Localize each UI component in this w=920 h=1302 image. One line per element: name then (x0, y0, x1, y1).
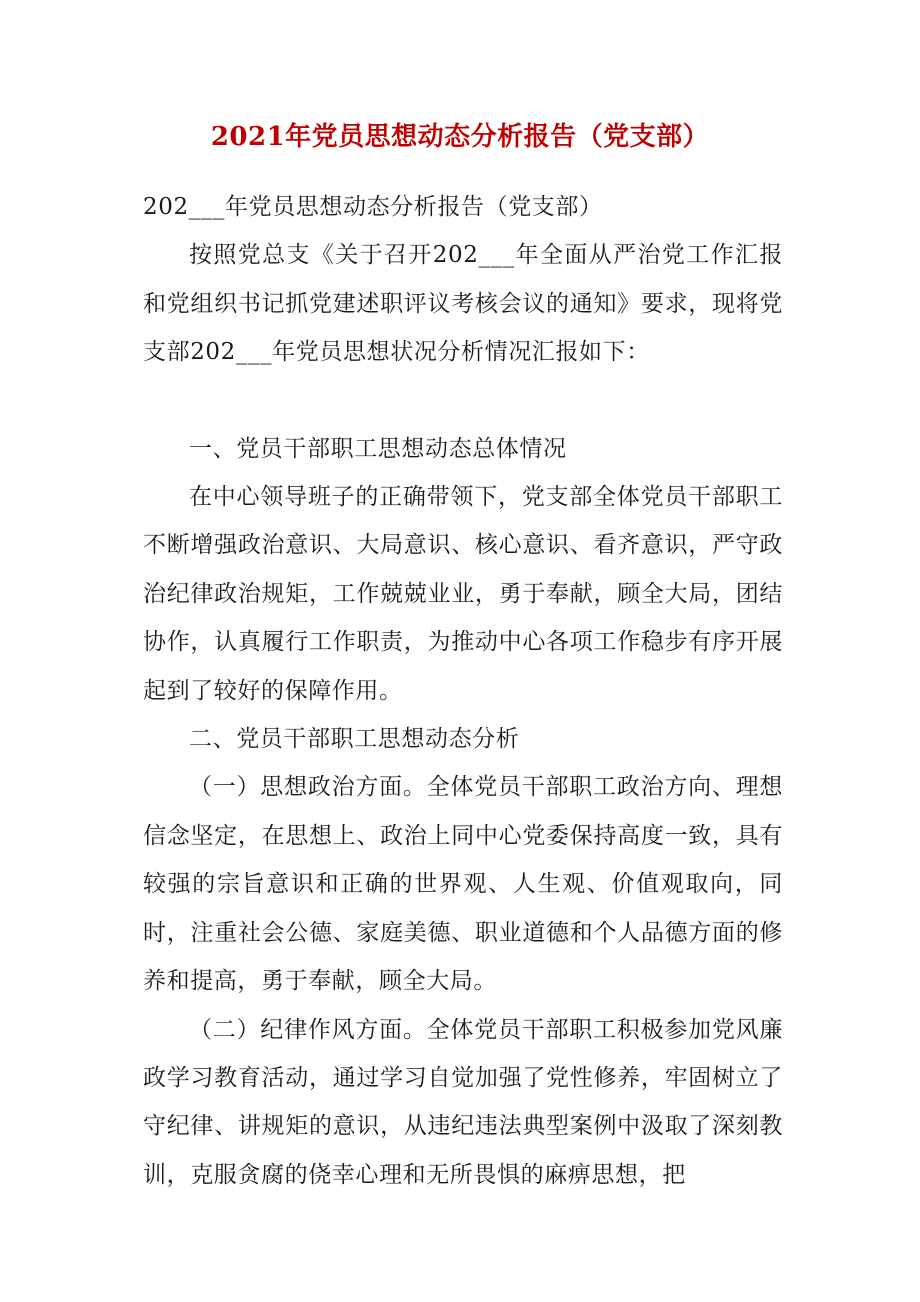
section-heading-1: 一、党员干部职工思想动态总体情况 (189, 435, 567, 462)
intro-paragraph: 按照党总支《关于召开202___年全面从严治党工作汇报和党组织书记抓党建述职评议考核会议的通知》要求，现将党支部202___年党员思想状况分析情况汇报如下： (143, 242, 783, 366)
paragraph-spacer (143, 377, 783, 425)
document-body (143, 183, 783, 1199)
subtitle-paragraph: 202___年党员思想动态分析报告（党支部） (143, 194, 603, 220)
section-heading-2: 二、党员干部职工思想动态分析 (189, 726, 520, 753)
section-1-paragraph: 在中心领导班子的正确带领下，党支部全体党员干部职工不断增强政治意识、大局意识、核心意识、看齐意识，严守政治纪律政治规矩，工作兢兢业业，勇于奉献，顾全大局，团结协作，认真履行工作职责，为推动中心各项工作稳步有序开展起到了较好的保障作用。 (143, 484, 783, 704)
document-title: 2021年党员思想动态分析报告（党支部） (210, 122, 710, 152)
section-2-item-1: （一）思想政治方面。全体党员干部职工政治方向、理想信念坚定，在思想上、政治上同中心党委保持高度一致，具有较强的宗旨意识和正确的世界观、人生观、价值观取向，同时，注重社会公德、家庭美德、职业道德和个人品德方面的修养和提高，勇于奉献，顾全大局。 (143, 774, 783, 995)
section-2-item-2: （二）纪律作风方面。全体党员干部职工积极参加党风廉政学习教育活动，通过学习自觉加强了党性修养，牢固树立了守纪律、讲规矩的意识，从违纪违法典型案例中汲取了深刻教训，克服贪腐的侥幸心理和无所畏惧的麻痹思想，把 (143, 1016, 783, 1188)
